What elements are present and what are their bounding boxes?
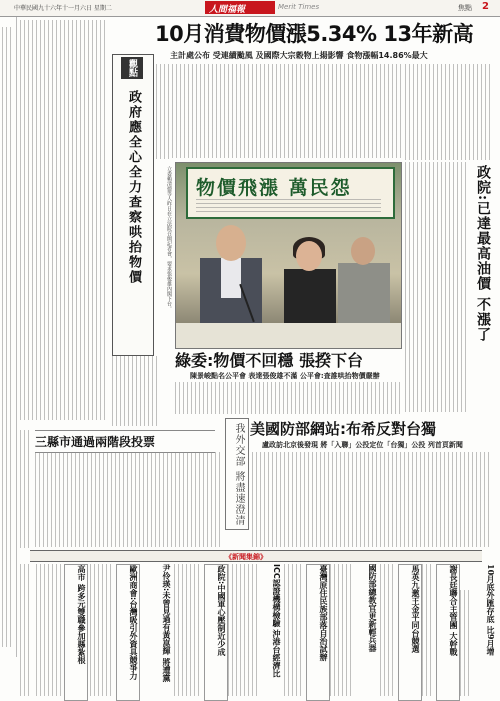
left-edge-text (2, 27, 14, 647)
us-story-text (252, 452, 492, 547)
press-table (176, 323, 401, 348)
digest-text-7 (380, 564, 396, 696)
kmt-story-subhead: 陳景峻點名公平會 表達張俊雄不滿 公平會:查誰哄抬物價嚴辦 (190, 372, 380, 380)
lead-story-right-text (405, 64, 493, 160)
photo-caption: 立委賴清德等人昨日在立法院召開記者會，要求張俊雄內閣下台。 (166, 166, 172, 311)
digest-text-5 (284, 564, 304, 696)
digest-item-2: 歐洲商會:台灣吸引外資具競爭力 (116, 564, 140, 701)
digest-item-8: 馬英九邀王金平同台競選 (398, 564, 422, 701)
digest-text-2 (90, 564, 114, 696)
county-story-text (35, 452, 220, 547)
digest-item-1: 高市 跨多元雙職參加縣紮根 (64, 564, 88, 701)
banner-text: 物價飛漲 萬民怨 (196, 177, 352, 199)
news-digest-label: 《新聞集錦》 (225, 553, 267, 561)
digest-text-4 (228, 564, 258, 696)
kmt-story-headline: 綠委:物價不回穩 張揆下台 (175, 351, 363, 370)
county-story-headline: 三縣市通過兩階段投票 (35, 430, 215, 453)
digest-text-3 (174, 564, 202, 696)
digest-text-9 (460, 590, 472, 696)
commentary-tag: 觀點 (121, 57, 143, 79)
forex-headline: 10月底外匯存底 比9月增 (486, 564, 496, 656)
speaker-shirt (221, 258, 241, 298)
left-page-edge (0, 17, 17, 657)
lead-subhead: 主計處公布 受連續颱風 及國際大宗穀物上揚影響 食物漲幅14.86%最大 (170, 51, 428, 60)
masthead-logo (205, 1, 275, 14)
foreign-ministry-text: 我外交部 將盡速澄清 (233, 423, 244, 527)
news-digest-bar (30, 550, 482, 562)
digest-text-6 (330, 564, 354, 696)
oil-story-headline: 政院:已達最高油價 不漲了 (475, 165, 491, 343)
digest-item-6: 臺灣原住民族部落自治試辦 (306, 564, 330, 701)
us-story-subhead: 盧政訪北京後發現 將「入聯」公投定位「台獨」公投 列首頁新聞 (262, 441, 463, 449)
commentary-box (112, 54, 154, 356)
left-column-body-text (20, 20, 108, 420)
issue-date: 中華民國九十六年十一月六日 星期二 (14, 5, 112, 12)
lead-story-body-text (172, 64, 402, 158)
digest-text-8 (422, 564, 434, 696)
page-header-bar (0, 0, 500, 17)
press-conference-photo (175, 162, 402, 349)
digest-edge-text (20, 564, 32, 696)
page-number: 2 (482, 1, 489, 12)
left-lower-text (20, 430, 32, 548)
digest-item-4: 政院:中國軍心壓制近少成 (204, 564, 228, 701)
man-head (351, 237, 375, 265)
protest-banner (186, 167, 395, 219)
section-name: 焦點 (458, 4, 472, 12)
kmt-story-text (175, 382, 400, 414)
lead-headline: 10月消費物價漲5.34% 13年新高 (155, 22, 474, 46)
banner-small-text (196, 199, 381, 213)
digest-item-5: ICC認證機構檢驗 沖港台經濟比 (272, 564, 281, 678)
commentary-continued-text (112, 356, 158, 426)
foreign-ministry-box (225, 418, 249, 530)
digest-item-7: 國防部總教官更新輕兵器 (368, 564, 377, 652)
digest-text-1 (36, 564, 62, 696)
us-story-headline: 美國防部網站:布希反對台獨 (250, 420, 436, 438)
commentary-title: 政府應全心全力查察哄抬物價 (126, 90, 141, 285)
speaker-head (216, 225, 246, 261)
commentary-body-text (156, 64, 170, 159)
digest-item-9: 謝長廷聯合主管團 大幹戰 (436, 564, 460, 701)
woman-head (296, 241, 322, 271)
digest-item-3: 尹伶瑛:未曾見過有黃崑輝 將遭黨 (162, 564, 171, 682)
masthead-name: 人間福報 (209, 5, 246, 15)
masthead-english: Merit Times (278, 3, 320, 11)
